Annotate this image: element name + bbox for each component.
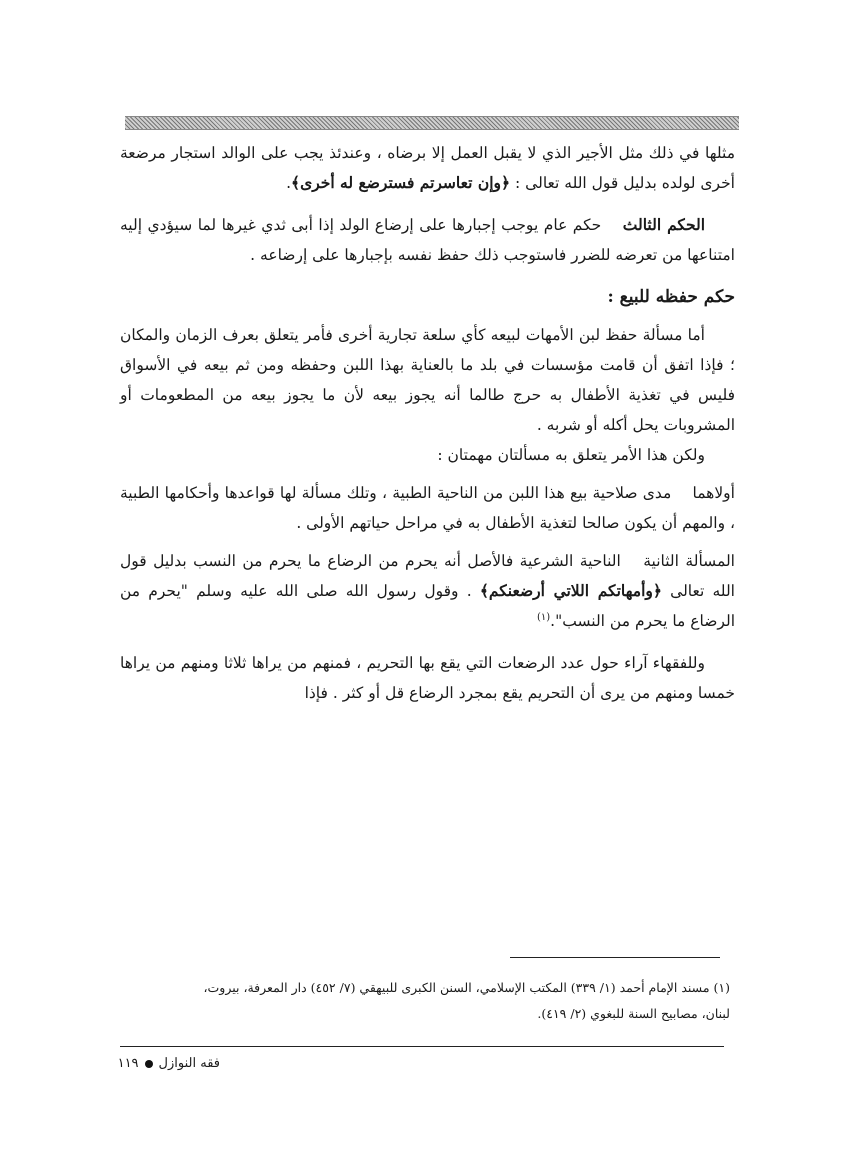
paragraph-4: ولكن هذا الأمر يتعلق به مسألتان مهمتان : xyxy=(437,446,705,464)
footnote-1-line2: لبنان، مصابيح السنة للبغوي (٢/ ٤١٩). xyxy=(537,1006,730,1021)
page-body xyxy=(120,138,735,708)
page-footer xyxy=(118,1054,220,1074)
p2-text: حكم عام يوجب إجبارها على إرضاع الولد إذا أبى ثدي غيرها لما سيؤدي إليه امتناعها من تعرضه للضرر فاستوجب ذلك حفظ نفسه بإجبارها على إرضاعه . xyxy=(120,216,735,264)
p6-text1: الناحية الشرعية فالأصل أنه يحرم من الرضاع ما يحرم من النسب بدليل قول الله تعالى xyxy=(120,552,735,600)
label-first-issue: أولاهما xyxy=(692,484,735,502)
p5-text: مدى صلاحية بيع هذا اللبن من الناحية الطبية ، وتلك مسألة لها قواعدها وأحكامها الطبية ، والمهم أن يكون صالحا لتغذية الأطفال به في مراحل حياتهم الأولى . xyxy=(120,484,735,532)
paragraph-2 xyxy=(120,210,735,270)
footnote-separator xyxy=(510,957,720,958)
bullet-icon xyxy=(145,1060,153,1068)
section-heading-sale: حكم حفظه للبيع : xyxy=(607,287,735,307)
footnote-ref-1: (١) xyxy=(536,611,551,623)
quran-verse-1: ﴿وإن تعاسرتم فسترضع له أخرى﴾ xyxy=(291,173,511,192)
paragraph-3: أما مسألة حفظ لبن الأمهات لبيعه كأي سلعة تجارية أخرى فأمر يتعلق بعرف الزمان والمكان ؛ فإذا اتفق أن قامت مؤسسات في بلد ما بالعناية بهذا اللبن وحفظه ومن ثم بيعه في الأسواق فليس في تغذية الأطفال به حرج طالما أنه يجوز بيعه لأن ما يجوز بيعه من المطعومات أو المشروبات يحل أكله أو شربه . xyxy=(120,326,735,434)
p1-line1: مثلها في ذلك مثل الأجير الذي لا يقبل العمل إلا برضاه ، وعندئذ يجب على الوالد xyxy=(221,144,735,162)
label-third-ruling: الحكم الثالث xyxy=(622,215,706,234)
header-ornament-bar xyxy=(125,116,739,130)
p1-line2-text: استجار مرضعة أخرى لولده بدليل قول الله تعالى : xyxy=(120,144,735,192)
label-second-issue: المسألة الثانية xyxy=(643,552,735,570)
quran-verse-2: ﴿وأمهاتكم اللاتي أرضعنكم﴾ xyxy=(479,581,662,600)
p6-text2: . وقول رسول الله صلى الله عليه وسلم "يحرم من الرضاع ما يحرم من النسب". xyxy=(120,582,735,630)
p1-end: . xyxy=(286,174,291,192)
paragraph-1 xyxy=(120,138,735,198)
paragraph-7: وللفقهاء آراء حول عدد الرضعات التي يقع بها التحريم ، فمنهم من يراها ثلاثا ومنهم من يراها خمسا ومنهم من يرى أن التحريم يقع بمجرد الرضاع قل أو كثر . فإذا xyxy=(120,654,735,702)
footnotes xyxy=(115,975,730,1027)
paragraph-5 xyxy=(120,478,735,538)
footnote-1-line1: (١) مسند الإمام أحمد (١/ ٣٣٩) المكتب الإسلامي، السنن الكبرى للبيهقي (٧/ ٤٥٢) دار المعرفة، بيروت، xyxy=(203,980,730,995)
page-number: ١١٩ xyxy=(117,1056,139,1071)
footer-rule xyxy=(120,1046,724,1047)
paragraph-6 xyxy=(120,546,735,636)
book-title: فقه النوازل xyxy=(158,1056,220,1071)
